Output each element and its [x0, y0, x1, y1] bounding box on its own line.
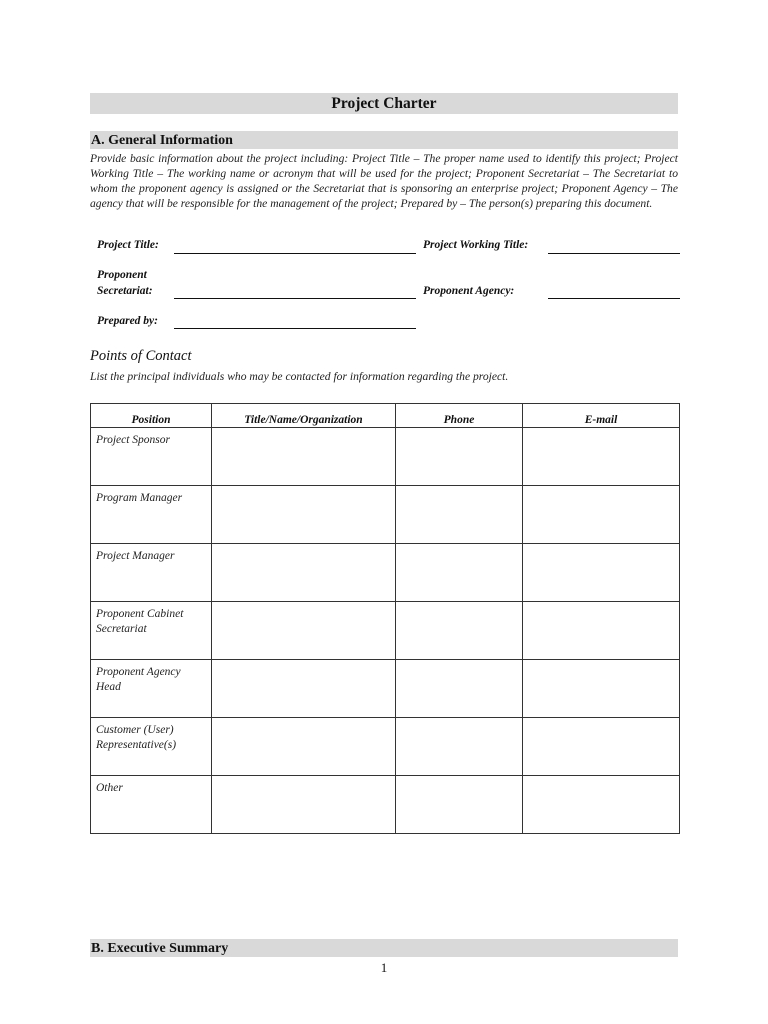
section-a-intro: Provide basic information about the project including: Project Title – The proper name used to identify this project; Project Working Title – The working name or acronym that will be used for the project; Proponent Secretariat – The Secretariat to whom the proponent agency is assigned or the Secretariat that is sponsoring an enterprise project; Proponent Agency – The agency that will be responsible for the management of the project; Prepared by – The person(s) preparing this document.	[90, 152, 678, 210]
position-cell: Other	[91, 776, 212, 834]
points-of-contact-heading: Points of Contact	[90, 348, 192, 364]
table-row	[91, 718, 680, 776]
position-cell: Customer (User) Representative(s)	[91, 718, 212, 776]
table-row	[91, 428, 680, 486]
project-title-field[interactable]	[174, 253, 416, 254]
proponent-agency-label: Proponent Agency:	[423, 285, 515, 297]
table-header-row	[91, 404, 680, 428]
section-a-band	[90, 131, 678, 149]
phone-cell[interactable]	[396, 718, 523, 776]
column-header-email: E-mail	[523, 404, 680, 428]
name-cell[interactable]	[212, 718, 396, 776]
points-of-contact-description: List the principal individuals who may be contacted for information regarding the project.	[90, 370, 509, 383]
table-row	[91, 544, 680, 602]
phone-cell[interactable]	[396, 486, 523, 544]
document-title-band	[90, 93, 678, 114]
proponent-agency-field[interactable]	[548, 298, 680, 299]
proponent-secretariat-field[interactable]	[174, 298, 416, 299]
name-cell[interactable]	[212, 776, 396, 834]
column-header-position: Position	[91, 404, 212, 428]
email-cell[interactable]	[523, 776, 680, 834]
section-b-heading: B. Executive Summary	[91, 941, 229, 956]
document-title: Project Charter	[331, 95, 437, 112]
section-b-band	[90, 939, 678, 957]
points-of-contact-table	[90, 403, 680, 834]
position-cell: Project Manager	[91, 544, 212, 602]
name-cell[interactable]	[212, 486, 396, 544]
email-cell[interactable]	[523, 660, 680, 718]
project-working-title-label: Project Working Title:	[423, 239, 529, 251]
email-cell[interactable]	[523, 602, 680, 660]
email-cell[interactable]	[523, 486, 680, 544]
prepared-by-label: Prepared by:	[97, 315, 158, 327]
table-row	[91, 602, 680, 660]
section-a-heading: A. General Information	[91, 133, 233, 148]
name-cell[interactable]	[212, 544, 396, 602]
prepared-by-field[interactable]	[174, 328, 416, 329]
name-cell[interactable]	[212, 428, 396, 486]
phone-cell[interactable]	[396, 544, 523, 602]
column-header-title-name-organization: Title/Name/Organization	[212, 404, 396, 428]
email-cell[interactable]	[523, 428, 680, 486]
table-row	[91, 660, 680, 718]
table-row	[91, 776, 680, 834]
position-cell: Proponent Agency Head	[91, 660, 212, 718]
proponent-secretariat-label-line1: Proponent	[97, 269, 147, 281]
position-cell: Project Sponsor	[91, 428, 212, 486]
phone-cell[interactable]	[396, 428, 523, 486]
position-cell: Proponent Cabinet Secretariat	[91, 602, 212, 660]
position-cell: Program Manager	[91, 486, 212, 544]
column-header-phone: Phone	[396, 404, 523, 428]
phone-cell[interactable]	[396, 602, 523, 660]
project-working-title-field[interactable]	[548, 253, 680, 254]
phone-cell[interactable]	[396, 776, 523, 834]
page-number: 1	[380, 960, 388, 975]
phone-cell[interactable]	[396, 660, 523, 718]
name-cell[interactable]	[212, 602, 396, 660]
table-row	[91, 486, 680, 544]
email-cell[interactable]	[523, 718, 680, 776]
name-cell[interactable]	[212, 660, 396, 718]
email-cell[interactable]	[523, 544, 680, 602]
project-title-label: Project Title:	[97, 239, 159, 251]
proponent-secretariat-label-line2: Secretariat:	[97, 285, 153, 297]
